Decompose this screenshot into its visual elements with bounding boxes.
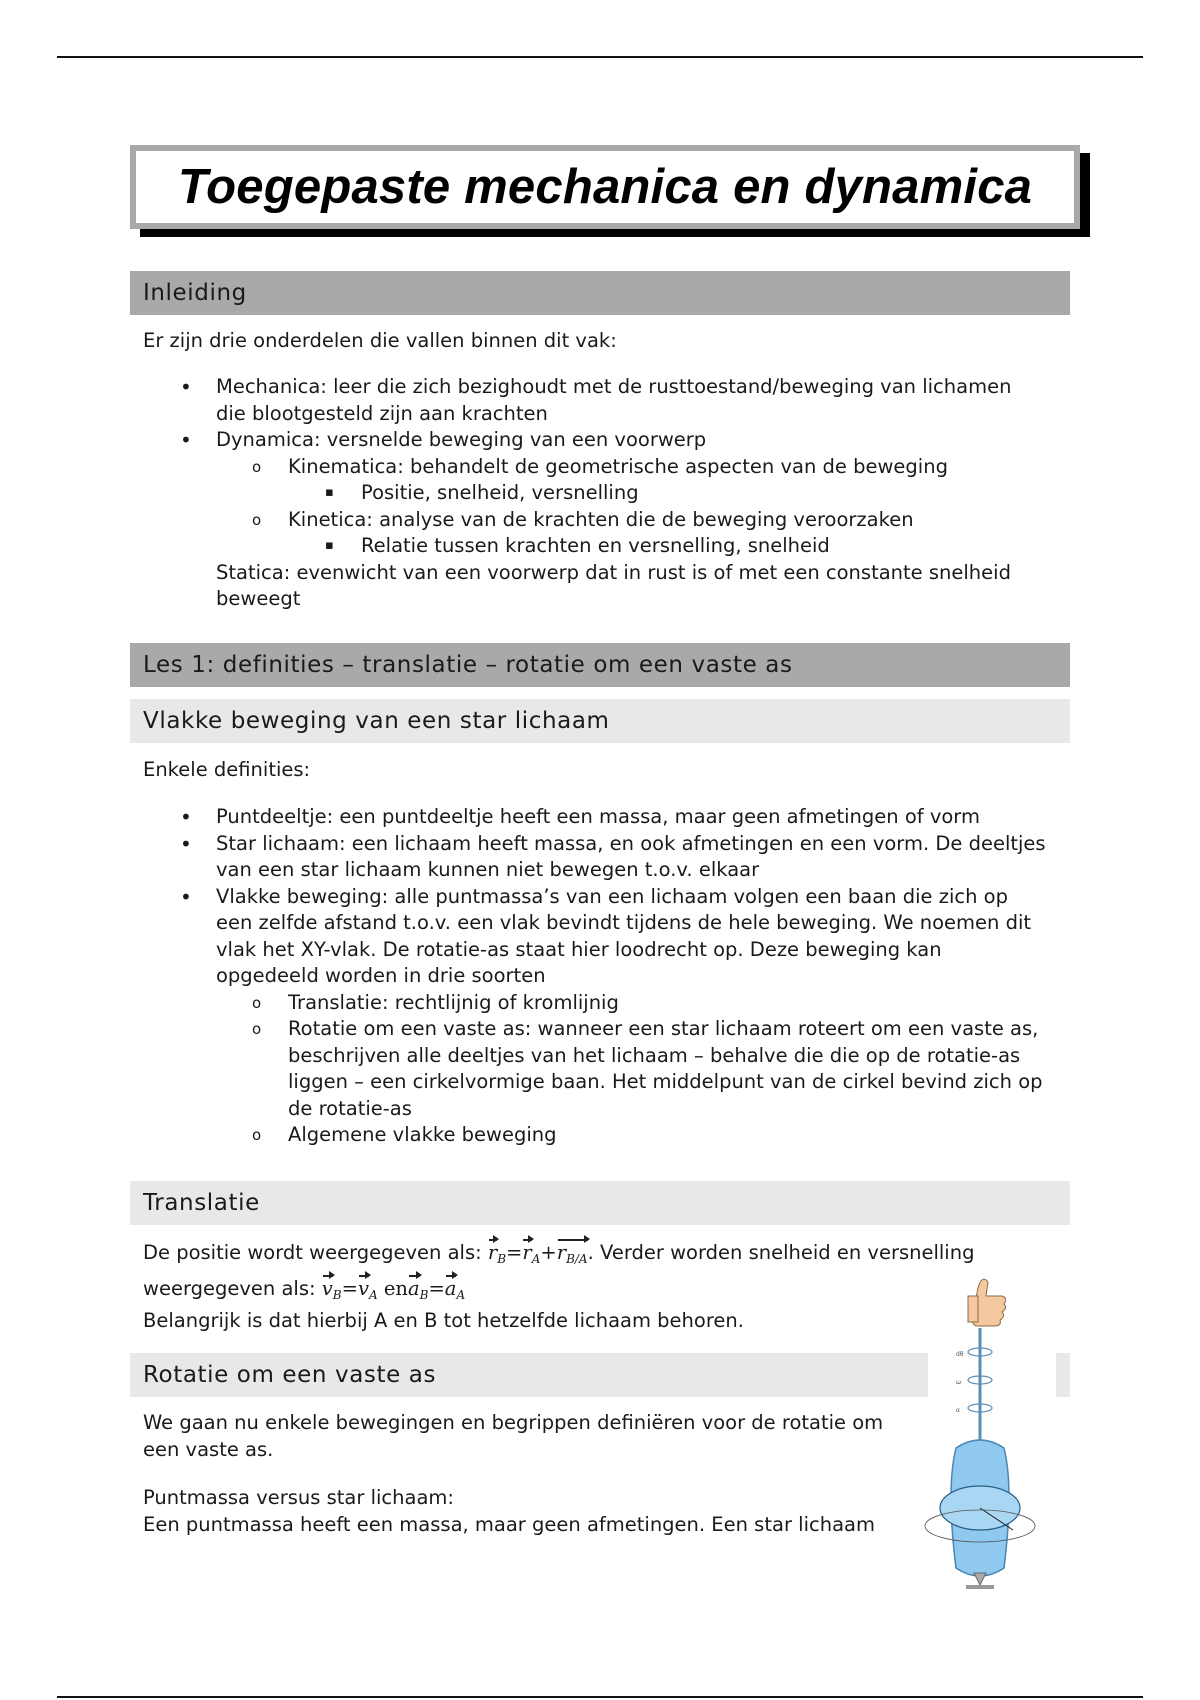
statica-text: Statica: evenwicht van een voorwerp dat in rust is of met een constante snelheid beweegt <box>216 560 1011 610</box>
list-item-rotatie: o Rotatie om een vaste as: wanneer een star lichaam roteert om een vaste as, beschrijven alle deeltjes van het lichaam – behalve die die op de rotatie-as liggen – een cirkelvormige baan. Het middelpunt van de cirkel bevind zich op de rotatie-as <box>288 1016 1046 1122</box>
page-title: Toegepaste mechanica en dynamica <box>177 159 1033 214</box>
kinetica-label: Kinetica: analyse van de krachten die de beweging veroorzaken <box>288 507 914 531</box>
kinematica-label: Kinematica: behandelt de geometrische aspecten van de beweging <box>288 454 948 478</box>
acceleration-formula: $a_B=a_A$ <box>407 1276 466 1302</box>
translatie-line-1 <box>143 1240 1043 1273</box>
list-item-kinematica-sub: ▪ Positie, snelheid, versnelling <box>361 480 1046 507</box>
list-item-dynamica <box>216 427 1046 560</box>
en-text: en <box>377 1276 408 1300</box>
vlakke-beweging-label: Vlakke beweging: alle puntmassa’s van een lichaam volgen een baan die zich op een zelfde afstand t.o.v. een vlak bevindt tijdens de hele beweging. We noemen dit vlak het XY-vlak. De rotatie-as staat hier loodrecht op. Deze beweging kan opgedeeld worden in drie soorten <box>216 884 1032 987</box>
heading-vlakke-beweging: Vlakke beweging van een star lichaam <box>130 699 1070 743</box>
inleiding-intro: Er zijn drie onderdelen die vallen binnen dit vak: <box>143 329 617 352</box>
heading-les1: Les 1: definities – translatie – rotatie om een vaste as <box>130 643 1070 687</box>
list-item-vlakke-beweging <box>216 884 1046 1149</box>
weer-text: weergegeven als: <box>143 1276 322 1300</box>
heading-translatie: Translatie <box>130 1181 1070 1225</box>
rotatie-p2: Puntmassa versus star lichaam: <box>143 1486 454 1509</box>
list-item-translatie: o Translatie: rechtlijnig of kromlijnig <box>288 990 1046 1017</box>
thumb-icon <box>968 1279 1006 1326</box>
vector-r: r <box>488 1240 497 1267</box>
list-item-mechanica: • Mechanica: leer die zich bezighoudt met de rusttoestand/beweging van lichamen die blootgesteld zijn aan krachten <box>216 374 1046 427</box>
list-item-algemeen: o Algemene vlakke beweging <box>288 1122 1046 1149</box>
rotatie-p3: Een puntmassa heeft een massa, maar geen afmetingen. Een star lichaam <box>143 1512 875 1536</box>
dynamica-sublist <box>216 454 1046 560</box>
rotatie-text <box>143 1410 923 1538</box>
inleiding-list <box>216 374 1046 613</box>
translatie-line-2 <box>143 1276 1043 1309</box>
list-item-star-lichaam: • Star lichaam: een lichaam heeft massa, en ook afmetingen en een vorm. De deeltjes van een star lichaam kunnen niet bewegen t.o.v. elkaar <box>216 831 1046 884</box>
title-box <box>130 145 1080 229</box>
velocity-formula: $v_B=v_A$ <box>321 1276 378 1302</box>
svg-text:ω: ω <box>956 1379 962 1386</box>
definities-list <box>216 804 1046 1149</box>
heading-rotatie: Rotatie om een vaste as <box>130 1353 928 1397</box>
rigid-body <box>925 1440 1035 1576</box>
heading-rotatie-stub <box>1056 1353 1070 1397</box>
vector-r: $r_{B/A}$ <box>557 1240 588 1273</box>
list-item-kinetica <box>288 507 1046 560</box>
position-after: . Verder worden snelheid en versnelling <box>587 1241 975 1264</box>
position-text: De positie wordt weergegeven als: <box>143 1241 488 1264</box>
list-item-kinematica <box>288 454 1046 507</box>
translatie-text <box>143 1240 1043 1335</box>
list-item-puntdeeltje: • Puntdeeltje: een puntdeeltje heeft een massa, maar geen afmetingen of vorm <box>216 804 1046 831</box>
rotating-body-figure <box>918 1268 1050 1598</box>
belangrijk-text: Belangrijk is dat hierbij A en B tot hetzelfde lichaam behoren. <box>143 1309 744 1332</box>
vlakke-beweging-sublist <box>216 990 1046 1149</box>
kinematica-sublist <box>288 480 1046 507</box>
header-rule <box>57 56 1143 58</box>
rotatie-p1: We gaan nu enkele bewegingen en begrippen definiëren voor de rotatie om een vaste as. <box>143 1411 884 1461</box>
vlakke-intro: Enkele definities: <box>143 758 311 781</box>
support-icon <box>974 1573 986 1585</box>
kinetica-sublist <box>288 533 1046 560</box>
svg-text:α: α <box>956 1407 960 1414</box>
vector-r: r <box>522 1240 531 1267</box>
position-formula: $r_B=r_A+r_{B/A}$ <box>488 1241 588 1264</box>
heading-inleiding: Inleiding <box>130 271 1070 315</box>
footer-rule <box>57 1696 1143 1698</box>
list-item-kinetica-sub: ▪ Relatie tussen krachten en versnelling, snelheid <box>361 533 1046 560</box>
svg-text:dθ: dθ <box>956 1351 964 1358</box>
dynamica-label: Dynamica: versnelde beweging van een voorwerp <box>216 428 707 451</box>
